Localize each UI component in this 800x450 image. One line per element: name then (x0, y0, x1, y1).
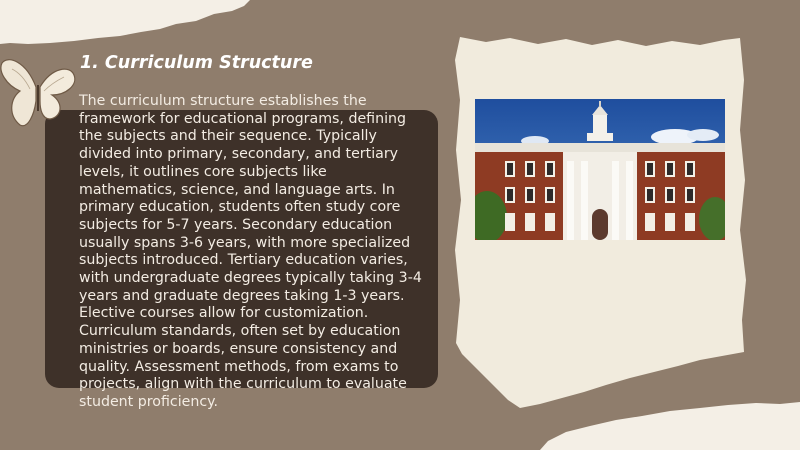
slide-body-text: The curriculum structure establishes the framework for educational programs, defining the subjects and their sequence. Typically divided into primary, secondary, and tertiary levels, it outlines core subjects like mathematics, science, and language arts. In primary education, students often study core subjects for 5-7 years. Secondary education usually spans 3-6 years, with more specialized subjects introduced. Tertiary education varies, with undergraduate degrees typically taking 3-4 years and graduate degrees taking 1-3 years. Elective courses allow for customization. Curriculum standards, often set by education ministries or boards, ensure consistency and quality. Assessment methods, from exams to projects, align with the curriculum to evaluate student proficiency. (79, 93, 422, 410)
butterfly-icon (0, 55, 80, 135)
slide-title: 1. Curriculum Structure (80, 53, 313, 73)
university-building-photo (475, 99, 725, 240)
